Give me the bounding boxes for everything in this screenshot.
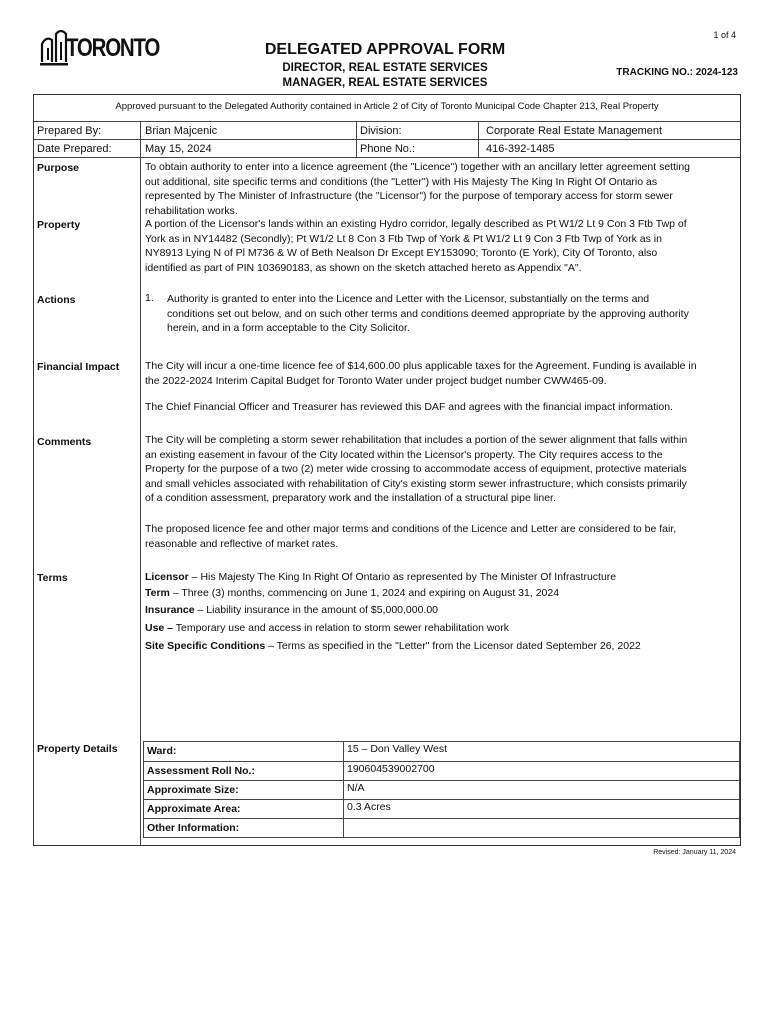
property-text: A portion of the Licensor's lands within an existing Hydro corridor, legally described as Pt W1/2 Lt 9 Con 3 Ftb Twp of York as in NY14482 (Secondly); Pt W1/2 Lt 8 Con 3 Ftb Twp of York & Pt W1/2 Lt 9 Con 3 Ftb Twp of York as in NY8913 Lying N of Pl M736 & W of Beth Nealson Dr Except EY153090; Toronto (E York), City Of Toronto, also identified as part of PIN 103690183, as shown on the sketch attached hereto as Appendix "A". <box>145 218 687 274</box>
term-use: Use – Temporary use and access in relation to storm sewer rehabilitation work <box>145 622 509 634</box>
division-label: Division: <box>360 125 402 137</box>
form-subtitle-manager: MANAGER, REAL ESTATE SERVICES <box>282 77 488 89</box>
purpose-text: To obtain authority to enter into a licence agreement (the "Licence") together with an ancillary letter agreement setting out additional, site specific terms and conditions (the "Letter") with His Majesty The King In Right Of Ontario as represented by The Minister of Infrastructure (the "Licensor") for the purpose of temporary access for storm sewer rehabilitation works. <box>145 161 691 217</box>
logo-text: TORONTO <box>66 34 160 62</box>
phone-value: 416-392-1485 <box>486 143 555 155</box>
actions-label: Actions <box>37 294 76 306</box>
comments-label: Comments <box>37 436 92 448</box>
tracking-number: TRACKING NO.: 2024-123 <box>616 67 738 78</box>
approved-statement: Approved pursuant to the Delegated Authority contained in Article 2 of City of Toronto Municipal Code Chapter 213, Real Property <box>115 101 659 112</box>
comments-text: The City will be completing a storm sewer rehabilitation that includes a portion of the sewer alignment that falls within an existing easement in favour of the City located within the Licensor's property. The City requires access to the Property for the purpose of a two (2) meter wide crossing to accommodate access of equipment, protective materials and small vehicles associated with rehabilitation of City's existing storm sewer infrastructure, which consists primarily of a condition assessment, preparatory work and the installation of a structural pipe liner. <box>145 434 688 504</box>
prepared-by-label: Prepared By: <box>37 125 102 137</box>
column-divider <box>356 121 357 157</box>
term-duration: Term – Three (3) months, commencing on June 1, 2024 and expiring on August 31, 2024 <box>145 587 560 599</box>
financial-impact-text: The City will incur a one-time licence fee of $14,600.00 plus applicable taxes for the Agreement. Funding is available in the 2022-2024 Interim Capital Budget for Toronto Water under project budget number CWW465-09. <box>145 360 697 387</box>
table-row: Ward: 15 – Don Valley West <box>147 743 447 757</box>
division-value: Corporate Real Estate Management <box>486 125 663 137</box>
table-row: Other Information: <box>147 822 240 834</box>
purpose-label: Purpose <box>37 162 80 174</box>
term-site-specific: Site Specific Conditions – Terms as specified in the "Letter" from the Licensor dated September 26, 2022 <box>145 640 641 652</box>
page-number: 1 of 4 <box>713 30 736 40</box>
revised-date: Revised: January 11, 2024 <box>653 849 736 856</box>
prepared-by-value: Brian Majcenic <box>145 125 218 137</box>
property-label: Property <box>37 219 81 231</box>
table-row: Approximate Area: 0.3 Acres <box>147 801 391 815</box>
form-title: DELEGATED APPROVAL FORM <box>264 41 506 58</box>
property-details-label: Property Details <box>37 743 118 755</box>
term-insurance: Insurance – Liability insurance in the amount of $5,000,000.00 <box>145 604 439 616</box>
term-licensor: Licensor – His Majesty The King In Right Of Ontario as represented by The Minister Of Infrastructure <box>145 571 617 583</box>
comments-text-2: The proposed licence fee and other major terms and conditions of the Licence and Letter are considered to be fair, reasonable and reflective of market rates. <box>145 523 677 550</box>
terms-label: Terms <box>37 572 68 584</box>
date-prepared-value: May 15, 2024 <box>145 143 212 155</box>
table-row: Assessment Roll No.: 190604539002700 <box>147 763 435 777</box>
property-details-table <box>143 741 740 838</box>
date-prepared-label: Date Prepared: <box>37 143 112 155</box>
financial-impact-review: The Chief Financial Officer and Treasurer has reviewed this DAF and agrees with the financial impact information. <box>145 401 673 413</box>
actions-number: 1. <box>145 292 154 304</box>
column-divider <box>140 121 141 846</box>
column-divider <box>478 121 479 157</box>
actions-text: Authority is granted to enter into the Licence and Letter with the Licensor, substantially on the terms and conditions set out below, and on such other terms and conditions deemed appropriate by the approving authority herein, and in a form acceptable to the City Solicitor. <box>167 293 689 334</box>
form-subtitle-director: DIRECTOR, REAL ESTATE SERVICES <box>282 62 488 74</box>
table-row: Approximate Size: N/A <box>147 782 365 796</box>
financial-impact-label: Financial Impact <box>37 361 120 373</box>
phone-label: Phone No.: <box>360 143 416 155</box>
